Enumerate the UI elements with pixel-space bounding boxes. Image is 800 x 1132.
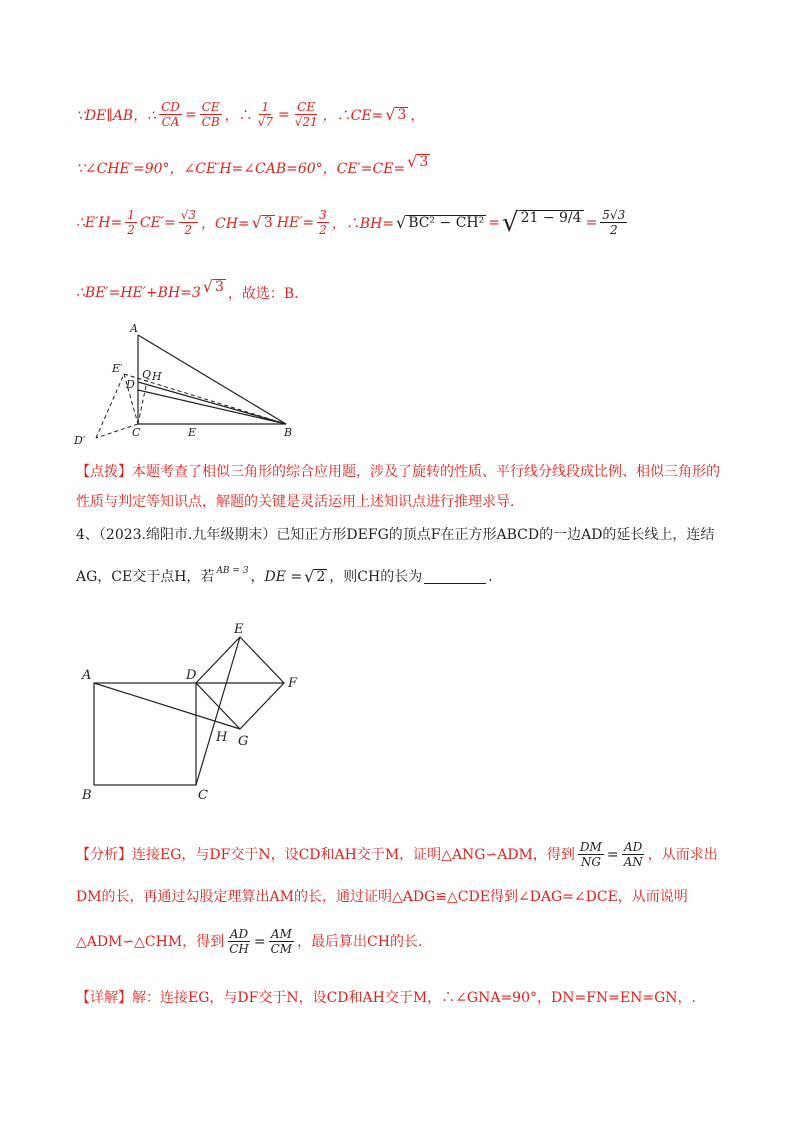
text: ∴E′H= [76, 214, 123, 231]
fraction: $\frac{AD}{AN}$ [623, 840, 643, 869]
fenxi-tag: 【分析】 [76, 846, 132, 863]
text: 本题考查了相似三角形的综合应用题，涉及了旋转的性质、平行线分线段成比例、相似三角形的 [132, 464, 720, 480]
fraction: $\frac{√3}{2}$ [180, 208, 197, 237]
fraction: $\frac{CE}{√21}$ [294, 100, 318, 129]
text: = [585, 214, 598, 231]
text: ，∴BH= [331, 215, 395, 232]
label-F: F [288, 676, 298, 691]
label-A: A [82, 668, 92, 683]
fenxi-line-2: DM的长，再通过勾股定理算出AM的长，通过证明△ADG≌△CDE得到∠DAG=∠DCE，从而说明 [76, 889, 688, 905]
label-B: B [284, 426, 293, 439]
problem-4 [76, 523, 726, 589]
text: ∵DE∥AB，∴ [76, 107, 157, 124]
fraction: $\frac{CD}{CA}$ [161, 100, 180, 129]
text: ． [488, 569, 503, 585]
sqrt: √ 3 [202, 277, 224, 296]
text: AB = 3 [216, 566, 249, 576]
label-D-prime: D′ [74, 434, 86, 447]
text: ，∴ [224, 107, 253, 124]
fraction: $\frac{DM}{NG}$ [579, 840, 602, 869]
label-C: C [132, 426, 141, 439]
sqrt: √ 3 [407, 152, 429, 171]
label-D: D [186, 668, 197, 683]
xiangjie-paragraph [76, 986, 726, 1010]
label-G: G [238, 734, 249, 749]
fraction: $\frac{CE}{CB}$ [201, 100, 220, 129]
text: = [277, 106, 290, 123]
solution-line-3 [76, 208, 630, 237]
label-E: E [234, 622, 244, 637]
geometry-figure-1 [66, 318, 306, 448]
text: △ADM∽△CHM，得到 [76, 933, 225, 950]
text: ，则CH的长为 [329, 569, 423, 585]
text: DE = [264, 569, 303, 585]
label-E-prime: E′ [112, 362, 123, 375]
sqrt: √ 3 [251, 212, 273, 232]
text: ∵∠CHE′=90°，∠CE′H=∠CAB=60°，CE′=CE= [76, 161, 406, 177]
text: ，从而求出 [647, 846, 718, 863]
dianbo-paragraph [76, 460, 726, 514]
text: ，∴CE= [322, 107, 384, 124]
text: ∴BE′=HE′+BH=3 [76, 285, 201, 301]
label-A: A [130, 322, 138, 335]
text: ， [410, 107, 425, 124]
sqrt: √ 3 [385, 104, 407, 124]
sqrt: √ 2 [304, 567, 326, 586]
sqrt: √ BC² − CH² [396, 212, 485, 232]
text: ，CH= [201, 215, 250, 232]
solution-line-1 [76, 100, 424, 129]
fraction: $\frac{1}{2}$ [127, 208, 135, 237]
text: ， [250, 569, 265, 585]
fraction: $\frac{5√3}{2}$ [602, 208, 626, 237]
text: HE′= [276, 214, 315, 231]
label-C: C [198, 788, 208, 803]
label-B: B [82, 788, 92, 803]
dianbo-tag: 【点拨】 [76, 464, 132, 480]
fenxi-paragraph [76, 840, 726, 956]
text: CE′= [139, 214, 176, 231]
text: = [606, 846, 619, 863]
label-D: D [126, 378, 135, 391]
problem-4-line-2 [76, 565, 726, 589]
text: 性质与判定等知识点，解题的关键是灵活运用上述知识点进行推理求导． [76, 494, 524, 510]
text: ，故选：B． [227, 286, 309, 302]
problem-4-line-1: 4、（2023.绵阳市.九年级期末）已知正方形DEFG的顶点F在正方形ABCD的一边AD的延长线上，连结 [76, 527, 715, 543]
label-E: E [188, 426, 197, 439]
answer-blank [424, 571, 486, 584]
text: = [488, 214, 500, 231]
fraction: $\frac{AD}{CH}$ [229, 927, 249, 956]
fenxi-line-3 [76, 927, 726, 956]
text: = [253, 933, 266, 950]
label-H: H [216, 730, 228, 745]
text: 连接EG，与DF交于N，设CD和AH交于M，证明△ANG∽ADM，得到 [132, 846, 575, 863]
text: ，最后算出CH的长. [297, 933, 423, 950]
label-Q: Q [142, 368, 152, 381]
sqrt: √ 21 − 9/4 [502, 207, 582, 238]
xiangjie-tag: 【详解】 [76, 990, 132, 1006]
geometry-figure-2 [76, 615, 316, 805]
text: 解：连接EG，与DF交于N，设CD和AH交于M，∴∠GNA=90°，DN=FN=EN=GN，. [132, 990, 696, 1006]
fenxi-line-1 [76, 840, 726, 869]
fraction: $\frac{3}{2}$ [319, 208, 327, 237]
text: AG，CE交于点H，若 [76, 569, 215, 585]
text: = [184, 106, 197, 123]
fraction: $\frac{1}{√7}$ [257, 100, 273, 129]
solution-line-2 [76, 152, 432, 178]
solution-line-4 [76, 277, 309, 303]
fraction: $\frac{AM}{CM}$ [270, 927, 293, 956]
label-H: H [152, 370, 162, 383]
